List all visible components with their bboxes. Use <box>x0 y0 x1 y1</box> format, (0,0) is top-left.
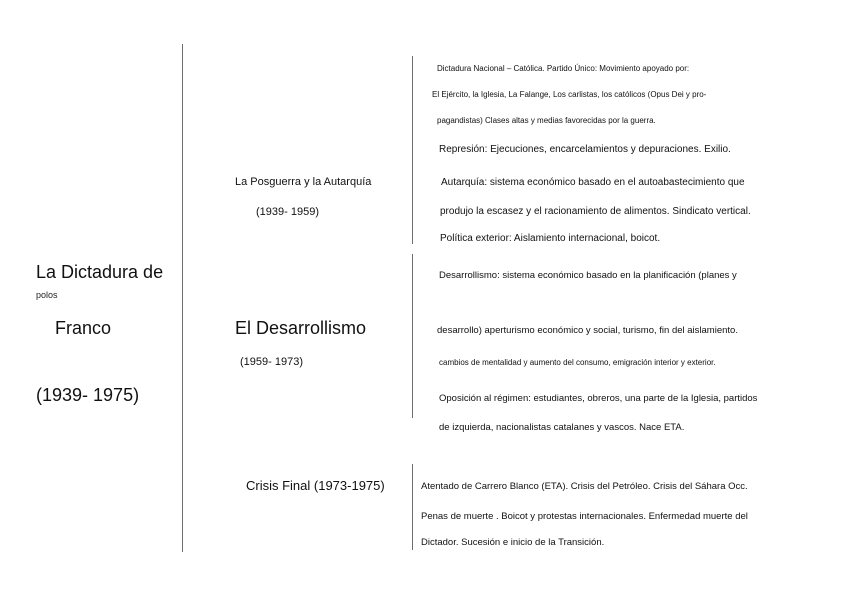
bracket-line-crisis <box>412 464 413 550</box>
desarrollismo-line-1: Desarrollismo: sistema económico basado en la planificación (planes y <box>439 270 737 281</box>
posguerra-line-5: Autarquía: sistema económico basado en el autoabastecimiento que <box>441 177 745 188</box>
posguerra-line-2: El Ejército, la Iglesia, La Falange, Los carlistas, los católicos (Opus Dei y pro- <box>432 90 707 99</box>
crisis-line-1: Atentado de Carrero Blanco (ETA). Crisis del Petróleo. Crisis del Sáhara Occ. <box>421 481 748 492</box>
title-years: (1939- 1975) <box>36 385 140 405</box>
posguerra-line-1: Dictadura Nacional – Católica. Partido Único: Movimiento apoyado por: <box>437 64 690 73</box>
bracket-line-desarrollismo <box>412 254 413 418</box>
crisis-line-3: Dictador. Sucesión e inicio de la Transición. <box>421 537 605 548</box>
period-years-desarrollismo: (1959- 1973) <box>240 356 303 368</box>
desarrollismo-line-3: cambios de mentalidad y aumento del consumo, emigración interior y exterior. <box>439 358 716 367</box>
period-name-crisis: Crisis Final (1973-1975) <box>246 478 385 493</box>
main-divider-line <box>182 44 183 552</box>
period-name-posguerra: La Posguerra y la Autarquía <box>235 176 372 188</box>
desarrollismo-line-2: desarrollo) aperturismo económico y social, turismo, fin del aislamiento. <box>437 325 738 336</box>
crisis-line-2: Penas de muerte . Boicot y protestas internacionales. Enfermedad muerte del <box>421 511 748 522</box>
period-years-posguerra: (1939- 1959) <box>256 206 319 218</box>
posguerra-line-7: Política exterior: Aislamiento internacional, boicot. <box>440 233 661 244</box>
desarrollismo-line-5: de izquierda, nacionalistas catalanes y vascos. Nace ETA. <box>439 422 685 433</box>
posguerra-line-3: pagandistas) Clases altas y medias favorecidas por la guerra. <box>437 116 656 125</box>
posguerra-line-4: Represión: Ejecuciones, encarcelamientos y depuraciones. Exilio. <box>439 144 731 155</box>
period-name-desarrollismo: El Desarrollismo <box>235 318 367 338</box>
title-line-2: Franco <box>55 318 112 338</box>
title-small-note: polos <box>36 290 58 300</box>
posguerra-line-6: produjo la escasez y el racionamiento de alimentos. Sindicato vertical. <box>440 206 751 217</box>
title-line-1: La Dictadura de <box>36 262 164 282</box>
bracket-line-posguerra <box>412 56 413 244</box>
desarrollismo-line-4: Oposición al régimen: estudiantes, obreros, una parte de la Iglesia, partidos <box>439 393 758 404</box>
